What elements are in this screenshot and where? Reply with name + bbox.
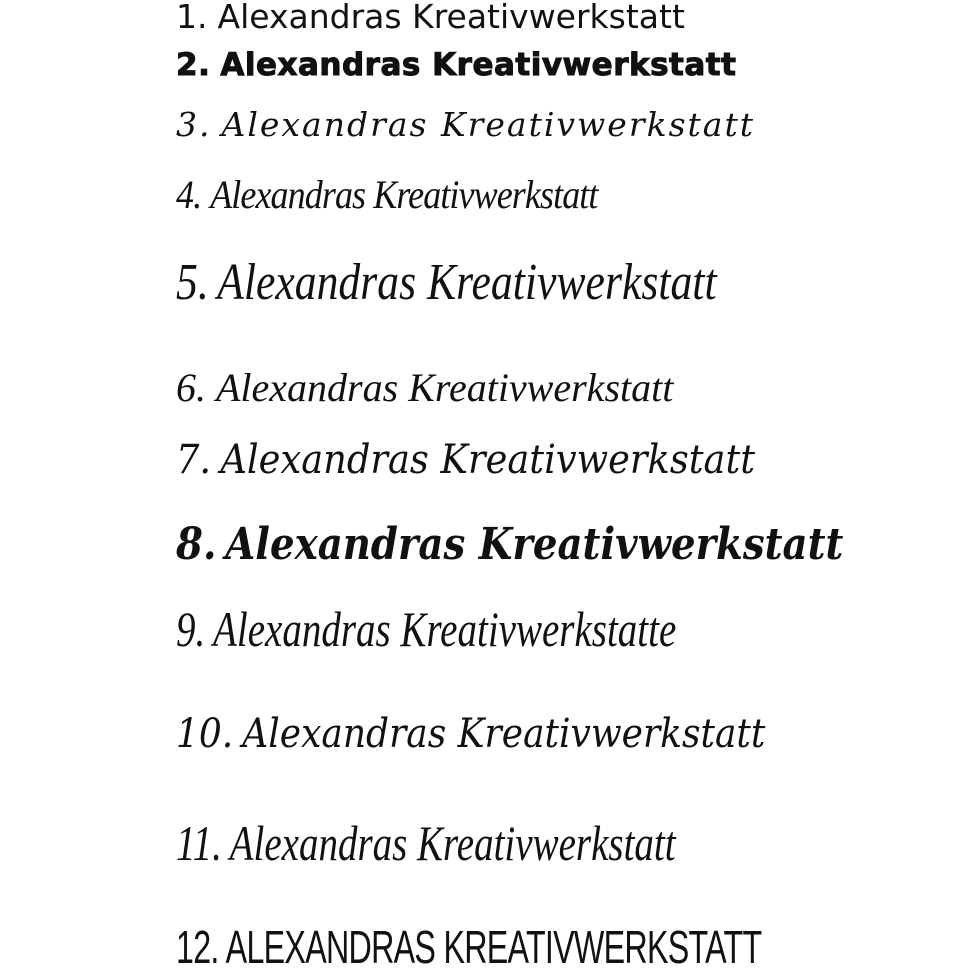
font-sample-4 [176,172,598,217]
font-sample-10 [176,711,766,757]
font-sample-2 [176,47,737,83]
sample-number: 9. [176,601,206,657]
sample-number: 12. [176,921,219,973]
font-sample-1 [176,0,685,36]
sample-number: 11. [176,815,222,871]
sample-number: 5. [176,254,209,311]
sample-text: Alexandras Kreativwerkstatte [213,601,677,657]
font-sample-8 [176,519,844,570]
sample-text: Alexandras Kreativwerkstatt [242,711,766,757]
sample-number: 8. [176,519,217,570]
font-sample-3 [176,105,755,144]
font-sample-6 [176,365,674,410]
sample-text: Alexandras Kreativwerkstatt [225,519,844,570]
sample-text: Alexandras Kreativwerkstatt [217,254,717,311]
sample-number: 3. [176,105,212,144]
sample-text: Alexandras Kreativwerkstatt [220,47,737,83]
sample-number: 10. [176,711,234,757]
sample-text: Alexandras Kreativwerkstatt [210,172,598,217]
sample-text: Alexandras Kreativwerkstatt [221,105,755,144]
sample-text: Alexandras Kreativwerkstatt [229,815,676,871]
font-sample-12 [176,921,762,973]
font-sample-7 [176,437,756,483]
sample-number: 2. [176,47,211,83]
sample-number: 4. [176,172,202,217]
font-sample-9 [176,601,677,657]
sample-text: Alexandras Kreativwerkstatt [217,0,685,36]
sample-number: 7. [176,437,212,483]
sample-text: Alexandras Kreativwerkstatt [216,365,674,410]
font-sample-5 [176,254,717,311]
sample-text: Alexandras Kreativwerkstatt [220,437,756,483]
sample-number: 1. [176,0,208,36]
sample-text: ALEXANDRAS KREATIVWERKSTATT [225,921,762,973]
font-sample-11 [176,815,676,871]
sample-number: 6. [176,365,206,410]
